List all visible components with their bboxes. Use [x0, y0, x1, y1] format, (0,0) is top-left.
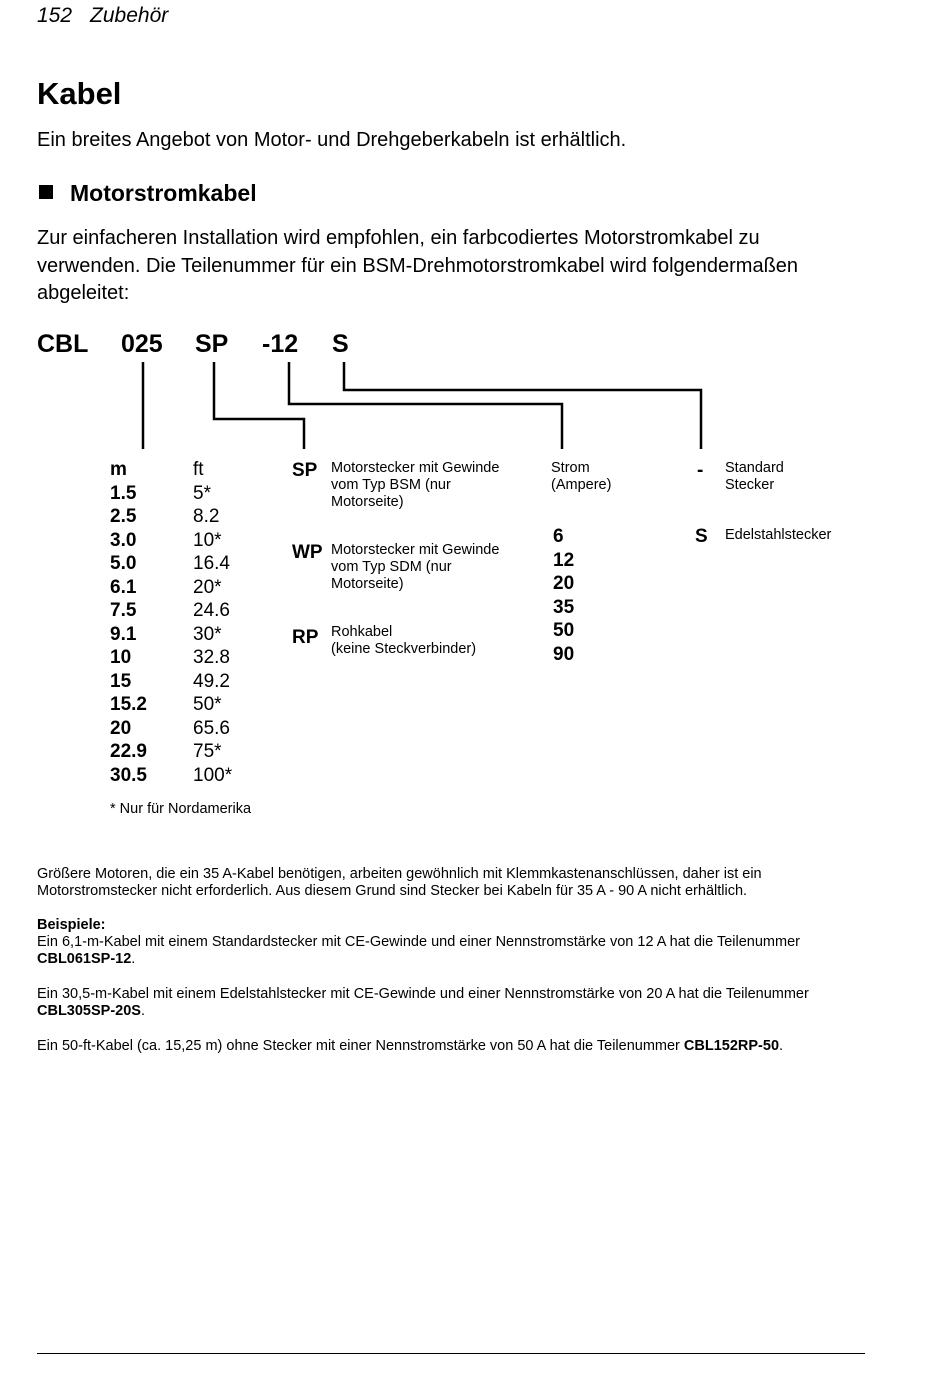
type-desc-sp: Motorstecker mit Gewinde vom Typ BSM (nur Motorseite)	[331, 460, 500, 510]
length-feet-value: 10*	[193, 529, 222, 551]
current-value: 12	[553, 549, 575, 571]
type-desc-rp	[331, 624, 521, 658]
example-end: .	[779, 1038, 784, 1054]
example-part-number: CBL061SP-12	[37, 951, 132, 967]
intro-text: Ein breites Angebot von Motor- und Drehgeberkabeln ist erhältlich.	[37, 129, 627, 151]
current-connector-line	[289, 362, 562, 449]
connector-desc-standard	[725, 460, 825, 494]
length-meters-value: 5.0	[110, 553, 137, 574]
connector-code-standard: -	[697, 460, 704, 481]
length-feet-value: 50*	[193, 694, 222, 715]
length-feet-value: 5*	[193, 482, 211, 504]
length-meters-value: 2.5	[110, 506, 137, 527]
length-meters-value: 20	[110, 717, 132, 739]
example-end: .	[140, 1003, 145, 1019]
footer-rule	[37, 1353, 865, 1354]
connector-desc-stainless: Edelstahlstecker	[725, 527, 832, 543]
current-value: 6	[553, 526, 564, 547]
length-feet-value: 20*	[193, 576, 222, 598]
current-unit-label: (Ampere)	[551, 477, 612, 493]
length-feet-value: 65.6	[193, 717, 230, 739]
current-label: Strom	[551, 460, 590, 476]
length-feet-value: 8.2	[193, 506, 220, 527]
example-part-number: CBL305SP-20S	[37, 1003, 141, 1019]
section-paragraph: Zur einfacheren Installation wird empfohlen, ein farbcodiertes Motorstromkabel zu verwenden. Die Teilenummer für ein BSM-Drehmotorstromkabel wird folgendermaßen abgeleitet:	[37, 227, 799, 304]
length-meters-value: 30.5	[110, 764, 147, 786]
code-prefix: CBL	[37, 330, 89, 358]
examples-heading: Beispiele:	[37, 917, 106, 933]
length-meters-value: 15	[110, 670, 132, 692]
current-header	[551, 460, 611, 494]
length-meters-value: 6.1	[110, 576, 137, 598]
code-current: -12	[262, 330, 299, 358]
length-feet-value: 30*	[193, 623, 222, 645]
note-paragraph: Größere Motoren, die ein 35 A-Kabel benötigen, arbeiten gewöhnlich mit Klemmkastenanschlüssen, daher ist ein Motorstromstecker nicht erforderlich. Aus diesem Grund sind Stecker bei Kabeln für 35 A - 90 A nicht erhältlich.	[37, 866, 762, 899]
length-feet-value: 75*	[193, 741, 222, 762]
length-feet-value: 49.2	[193, 670, 230, 692]
example-text: Ein 6,1-m-Kabel mit einem Standardstecker mit CE-Gewinde und einer Nennstromstärke von 12 A hat die Teilenummer	[37, 934, 800, 950]
length-feet-value: 16.4	[193, 553, 230, 574]
type-code-wp: WP	[292, 542, 323, 563]
example-2	[37, 986, 837, 1020]
example-part-number: CBL152RP-50	[683, 1038, 780, 1054]
length-meters-value: 3.0	[110, 529, 137, 551]
example-1	[37, 934, 837, 968]
current-values	[553, 525, 574, 666]
code-connector: S	[332, 330, 349, 358]
length-feet-header: ft	[193, 459, 204, 480]
length-meters-value: 10	[110, 647, 132, 668]
example-end: .	[131, 951, 136, 967]
connector-desc-standard-line1: Standard	[725, 460, 784, 476]
code-length: 025	[121, 330, 163, 358]
page-number: 152	[37, 4, 73, 27]
connector-type-connector-line	[344, 362, 701, 449]
footnote: * Nur für Nordamerika	[110, 801, 252, 817]
length-feet-value: 32.8	[193, 647, 230, 668]
length-meters-value: 15.2	[110, 694, 147, 715]
length-meters-value: 22.9	[110, 741, 147, 762]
length-feet-column	[193, 458, 232, 787]
length-meters-value: 7.5	[110, 600, 137, 621]
current-value: 20	[553, 573, 575, 594]
connector-code-stainless: S	[695, 526, 708, 547]
length-meters-value: 9.1	[110, 623, 137, 645]
current-value: 50	[553, 620, 575, 641]
length-meters-header: m	[110, 459, 127, 480]
type-connector-line	[214, 362, 304, 449]
length-feet-value: 24.6	[193, 600, 230, 621]
connector-desc-standard-line2: Stecker	[725, 477, 775, 493]
code-type: SP	[195, 330, 229, 358]
type-code-rp: RP	[292, 627, 319, 648]
section-title: Motorstromkabel	[70, 180, 257, 206]
example-text: Ein 30,5-m-Kabel mit einem Edelstahlstecker mit CE-Gewinde und einer Nennstromstärke von 20 A hat die Teilenummer	[37, 986, 809, 1002]
type-desc-wp: Motorstecker mit Gewinde vom Typ SDM (nur Motorseite)	[331, 542, 500, 592]
header-section: Zubehör	[90, 4, 169, 27]
current-value: 90	[553, 643, 575, 665]
type-code-sp: SP	[292, 460, 318, 481]
length-meters-column	[110, 458, 147, 787]
type-desc-rp-line1: Rohkabel	[331, 624, 393, 640]
length-meters-value: 1.5	[110, 482, 137, 504]
type-desc-rp-line2: (keine Steckverbinder)	[331, 641, 477, 657]
page-title: Kabel	[37, 76, 122, 111]
length-feet-value: 100*	[193, 764, 233, 786]
current-value: 35	[553, 596, 575, 618]
example-text: Ein 50-ft-Kabel (ca. 15,25 m) ohne Stecker mit einer Nennstromstärke von 50 A hat die Teilenummer	[37, 1038, 684, 1054]
example-3	[37, 1038, 837, 1055]
